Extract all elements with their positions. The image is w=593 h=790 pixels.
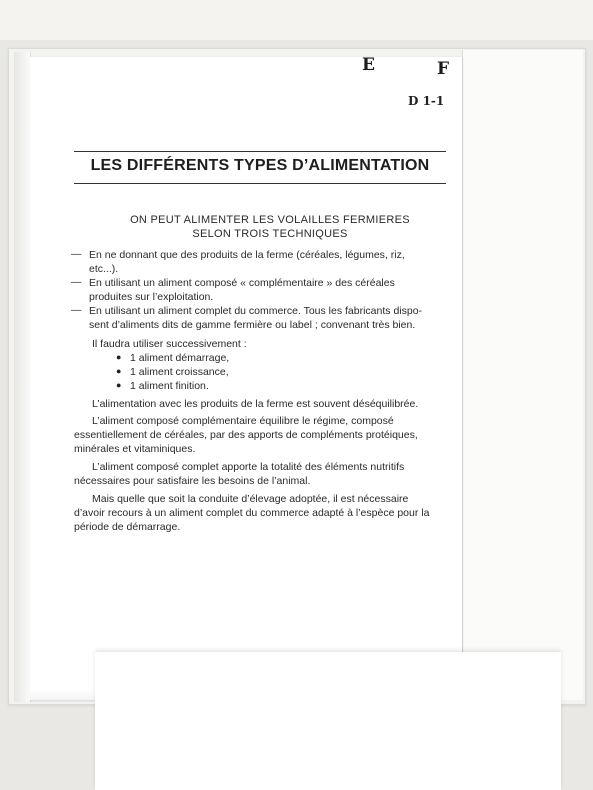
page-title: LES DIFFÉRENTS TYPES D’ALIMENTATION [90, 157, 430, 174]
bullet-marker: ● [116, 366, 122, 376]
dash-marker: — [71, 304, 82, 316]
technique-3-line-1: En utilisant un aliment complet du commerce. Tous les fabricants dispo- [89, 305, 423, 317]
paragraph-1-line-1: L’alimentation avec les produits de la ferme est souvent déséquilibrée. [92, 398, 419, 410]
document-page [30, 57, 462, 700]
bullet-marker: ● [116, 352, 122, 362]
feeds-intro: Il faudra utiliser successivement : [92, 338, 247, 350]
technique-1-line-1: En ne donnant que des produits de la ferme (céréales, légumes, riz, [89, 249, 405, 261]
feed-item-1: 1 aliment démarrage, [130, 352, 230, 364]
paragraph-4-line-1: Mais quelle que soit la conduite d’élevage adoptée, il est nécessaire [92, 493, 409, 505]
dash-marker: — [71, 248, 82, 260]
technique-1-line-2: etc...). [89, 263, 119, 275]
bullet-marker: ● [116, 380, 122, 390]
tab-letter-e: E [362, 55, 375, 75]
subheading-line-1: ON PEUT ALIMENTER LES VOLAILLES FERMIERES [130, 214, 410, 226]
binder-spine [14, 52, 31, 702]
technique-2-line-2: produites sur l’exploitation. [89, 291, 214, 303]
paragraph-4-line-2: d’avoir recours à un aliment complet du commerce adapté à l’espèce pour la [74, 507, 430, 519]
technique-2-line-1: En utilisant un aliment composé « complémentaire » des céréales [89, 277, 395, 289]
index-tab-strip [462, 50, 583, 700]
subheading-line-2: SELON TROIS TECHNIQUES [192, 228, 348, 240]
page-reference: D 1-1 [408, 94, 445, 108]
feed-item-3: 1 aliment finition. [130, 380, 209, 392]
paragraph-3-line-2: nécessaires pour satisfaire les besoins de l’animal. [74, 475, 311, 487]
feed-item-2: 1 aliment croissance, [130, 366, 229, 378]
loose-sheet [95, 652, 561, 790]
paragraph-3-line-1: L’aliment composé complet apporte la totalité des éléments nutritifs [92, 461, 405, 473]
paragraph-2-line-2: essentiellement de céréales, par des apports de compléments protéiques, [74, 429, 418, 441]
paragraph-4-line-3: période de démarrage. [74, 521, 181, 533]
dash-marker: — [71, 276, 82, 288]
tab-letter-f: F [437, 59, 450, 79]
paragraph-2-line-3: minérales et vitaminiques. [74, 443, 196, 455]
title-rule-bottom [74, 183, 446, 184]
paragraph-2-line-1: L’aliment composé complémentaire équilibre le régime, composé [92, 415, 394, 427]
technique-3-line-2: sent d’aliments dits de gamme fermière ou label ; convenant très bien. [89, 319, 416, 331]
title-rule-top [74, 151, 446, 152]
